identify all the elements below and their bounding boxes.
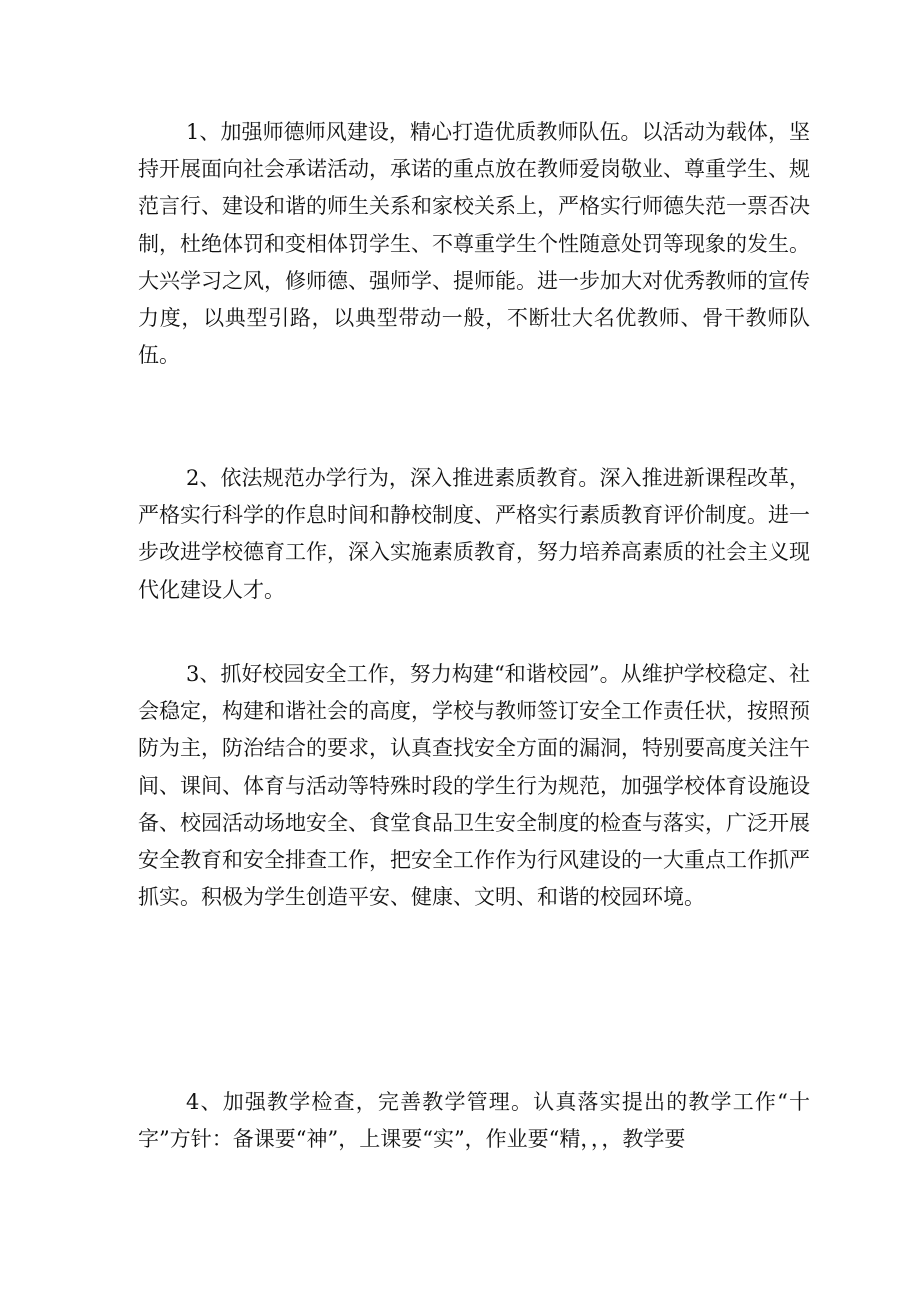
paragraph-teacher-ethics: 1、加强师德师风建设，精心打造优质教师队伍。以活动为载体，坚持开展面向社会承诺活动，承诺的重点放在教师爱岗敬业、尊重学生、规范言行、建设和谐的师生关系和家校关系上，严格实行师德失范一票否决制，杜绝体罚和变相体罚学生、不尊重学生个性随意处罚等现象的发生。大兴学习之风，修师德、强师学、提师能。进一步加大对优秀教师的宣传力度，以典型引路，以典型带动一般，不断壮大名优教师、骨干教师队伍。	[138, 120, 810, 368]
paragraph-teaching-inspection: 4、加强教学检查，完善教学管理。认真落实提出的教学工作“十字”方针：备课要“神”，上课要“实”，作业要“精，，，教学要	[138, 1090, 810, 1152]
paragraph-quality-education: 2、依法规范办学行为，深入推进素质教育。深入推进新课程改革，严格实行科学的作息时间和静校制度、严格实行素质教育评价制度。进一步改进学校德育工作，深入实施素质教育，努力培养高素质的社会主义现代化建设人才。	[138, 466, 810, 602]
paragraph-campus-safety: 3、抓好校园安全工作，努力构建“和谐校园”。从维护学校稳定、社会稳定，构建和谐社会的高度，学校与教师签订安全工作责任状，按照预防为主，防治结合的要求，认真查找安全方面的漏洞，特别要高度关注午间、课间、体育与活动等特殊时段的学生行为规范，加强学校体育设施设备、校园活动场地安全、食堂食品卫生安全制度的检查与落实，广泛开展安全教育和安全排查工作，把安全工作作为行风建设的一大重点工作抓严抓实。积极为学生创造平安、健康、文明、和谐的校园环境。	[138, 662, 810, 910]
